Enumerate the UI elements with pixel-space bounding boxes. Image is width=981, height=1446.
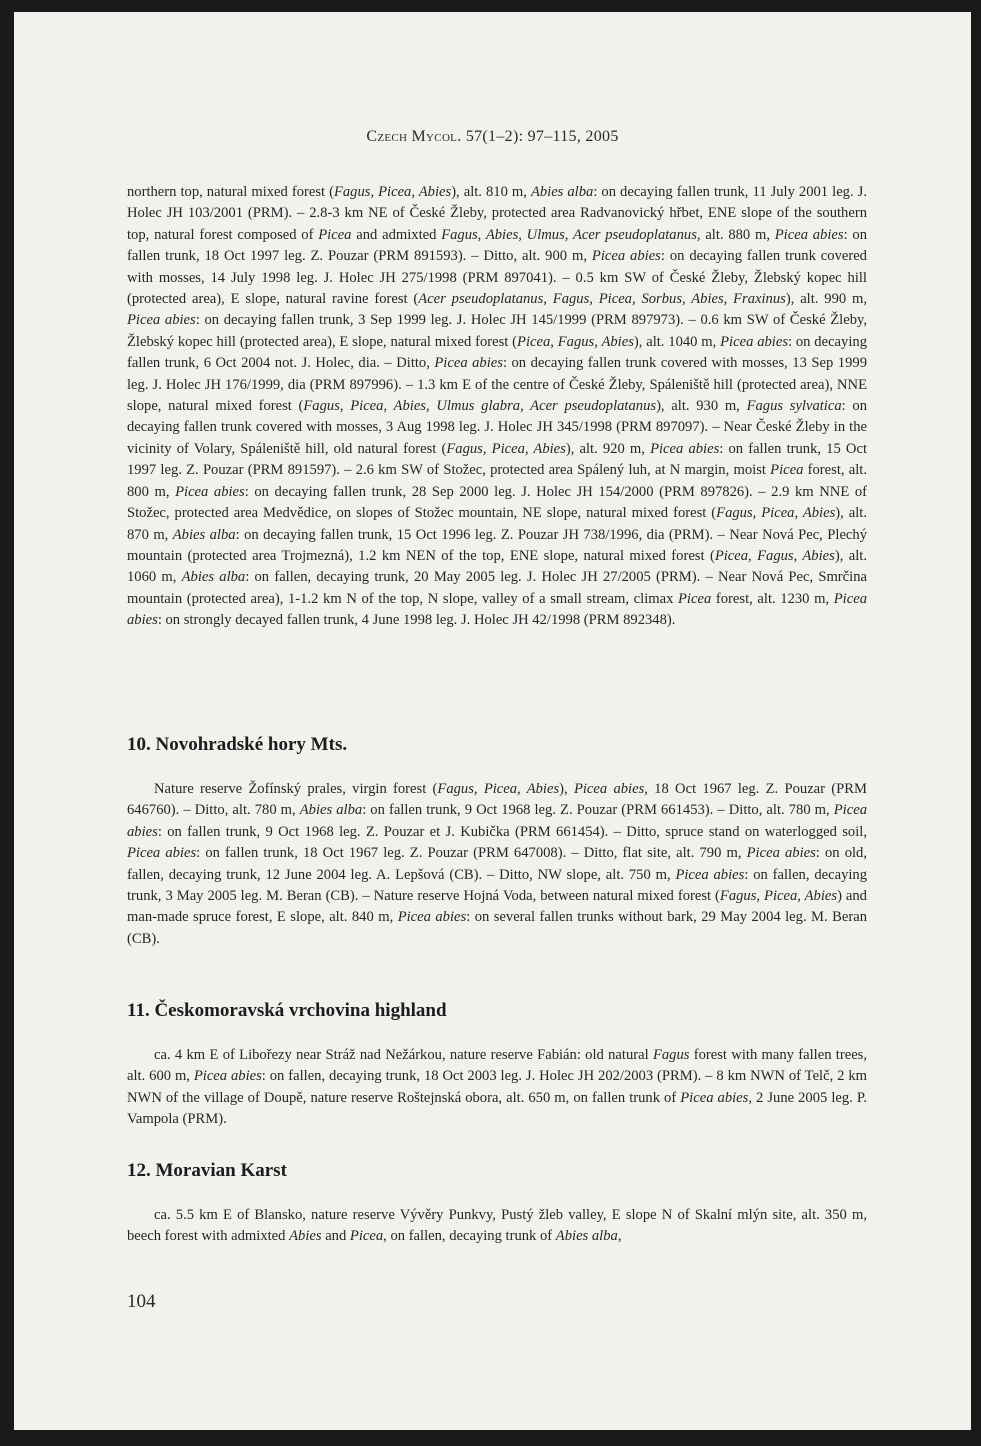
taxon-name: Fagus sylvatica <box>746 398 842 415</box>
taxon-name: Picea abies <box>127 802 867 840</box>
taxon-name: Picea <box>318 226 352 243</box>
taxon-name: Abies alba <box>530 184 594 200</box>
taxon-name: Abies <box>289 1228 322 1245</box>
taxon-name: Picea abies <box>127 590 867 629</box>
taxon-name: Picea abies <box>746 845 816 862</box>
section-11-text-block <box>127 1045 867 1131</box>
taxon-name: Abies alba <box>299 802 363 819</box>
body-paragraph: ca. 4 km E of Libořezy near Stráž nad Nežárkou, nature reserve Fabián: old natural Fagus forest with many fallen trees, alt. 600 m, Picea abies: on fallen, decaying trunk, 18 Oct 2003 leg. J. Holec JH 202/2003 (PRM). – 8 km NWN of Telč, 2 km NWN of the village of Doupě, nature reserve Roštejnská obora, alt. 650 m, on fallen trunk of Picea abies, 2 June 2005 leg. P. Vampola (PRM). <box>127 1047 868 1128</box>
section-heading: 12. Moravian Karst <box>127 1160 287 1181</box>
taxon-name: Picea abies <box>774 226 844 243</box>
taxon-name: Picea abies <box>434 355 503 372</box>
taxon-name: Picea <box>678 590 712 607</box>
document-page <box>14 12 971 1430</box>
taxon-name: Abies alba <box>555 1228 618 1245</box>
taxon-name: Acer pseudoplatanus, Fagus, Picea, Sorbus, Abies, Fraxinus <box>418 291 786 308</box>
taxon-name: Abies alba <box>172 526 236 543</box>
taxon-name: Picea abies <box>680 1089 749 1106</box>
taxon-name: Picea abies <box>193 1068 262 1085</box>
taxon-name: Picea <box>349 1228 384 1245</box>
body-paragraph: Nature reserve Žofínský prales, virgin forest (Fagus, Picea, Abies), Picea abies, 18 Oct 1967 leg. Z. Pouzar (PRM 646760). – Ditto, alt. 780 m, Abies alba: on fallen trunk, 9 Oct 1968 leg. Z. Pouzar (PRM 661453). – Ditto, alt. 780 m, Picea abies: on fallen trunk, 9 Oct 1968 leg. Z. Pouzar et J. Kubička (PRM 661454). – Ditto, spruce stand on waterlogged soil, Picea abies: on fallen trunk, 18 Oct 1967 leg. Z. Pouzar (PRM 647008). – Ditto, flat site, alt. 790 m, Picea abies: on old, fallen, decaying trunk, 12 June 2004 leg. A. Lepšová (CB). – Ditto, NW slope, alt. 750 m, Picea abies: on fallen, decaying trunk, 3 May 2005 leg. M. Beran (CB). – Nature reserve Hojná Voda, between natural mixed forest (Fagus, Picea, Abies) and man-made spruce forest, E slope, alt. 840 m, Picea abies: on several fallen trunks without bark, 29 May 2004 leg. M. Beran (CB). <box>127 781 868 947</box>
taxon-name: Fagus, Picea, Abies <box>437 781 560 797</box>
taxon-name: Picea abies <box>127 312 196 329</box>
taxon-name: Fagus, Picea, Abies <box>719 888 838 905</box>
taxon-name: Abies alba <box>181 569 246 586</box>
taxon-name: Fagus, Picea, Abies <box>446 440 566 457</box>
taxon-name: Picea abies <box>650 440 720 457</box>
intro-text-block <box>127 182 867 632</box>
taxon-name: Fagus, Picea, Abies <box>716 505 836 522</box>
journal-name: Czech Mycol. <box>366 128 462 145</box>
taxon-name: Picea abies <box>675 866 745 883</box>
taxon-name: Picea abies <box>573 781 645 797</box>
body-paragraph: ca. 5.5 km E of Blansko, nature reserve Vývěry Punkvy, Pustý žleb valley, E slope N of Skalní mlýn site, alt. 350 m, beech forest with admixted Abies and Picea, on fallen, decaying trunk of Abies alba, <box>127 1207 867 1245</box>
taxon-name: Picea abies <box>127 845 197 862</box>
taxon-name: Picea abies <box>720 333 788 350</box>
section-heading: 11. Českomoravská vrchovina highland <box>127 1000 447 1021</box>
taxon-name: Picea abies <box>397 909 467 926</box>
taxon-name: Fagus <box>652 1047 690 1063</box>
body-paragraph: northern top, natural mixed forest (Fagus, Picea, Abies), alt. 810 m, Abies alba: on decaying fallen trunk, 11 July 2001 leg. J. Holec JH 103/2001 (PRM). – 2.8-3 km NE of České Žleby, protected area Radvanovický hřbet, ENE slope of the southern top, natural forest composed of Picea and admixted Fagus, Abies, Ulmus, Acer pseudoplatanus, alt. 880 m, Picea abies: on fallen trunk, 18 Oct 1997 leg. Z. Pouzar (PRM 891593). – Ditto, alt. 900 m, Picea abies: on decaying fallen trunk covered with mosses, 14 July 1998 leg. J. Holec JH 275/1998 (PRM 897041). – 0.5 km SW of České Žleby, Žlebský kopec hill (protected area), E slope, natural ravine forest (Acer pseudoplatanus, Fagus, Picea, Sorbus, Abies, Fraxinus), alt. 990 m, Picea abies: on decaying fallen trunk, 3 Sep 1999 leg. J. Holec JH 145/1999 (PRM 897973). – 0.6 km SW of České Žleby, Žlebský kopec hill (protected area), E slope, natural mixed forest (Picea, Fagus, Abies), alt. 1040 m, Picea abies: on decaying fallen trunk, 6 Oct 2004 not. J. Holec, dia. – Ditto, Picea abies: on decaying fallen trunk covered with mosses, 13 Sep 1999 leg. J. Holec JH 176/1999, dia (PRM 897996). – 1.3 km E of the centre of České Žleby, Spáleniště hill (protected area), NNE slope, natural mixed forest (Fagus, Picea, Abies, Ulmus glabra, Acer pseudoplatanus), alt. 930 m, Fagus sylvatica: on decaying fallen trunk covered with mosses, 3 Aug 1998 leg. J. Holec JH 345/1998 (PRM 897097). – Near České Žleby in the vicinity of Volary, Spáleniště hill, old natural forest (Fagus, Picea, Abies), alt. 920 m, Picea abies: on fallen trunk, 15 Oct 1997 leg. Z. Pouzar (PRM 891597). – 2.6 km SW of Stožec, protected area Spálený luh, at N margin, moist Picea forest, alt. 800 m, Picea abies: on decaying fallen trunk, 28 Sep 2000 leg. J. Holec JH 154/2000 (PRM 897826). – 2.9 km NNE of Stožec, protected area Medvědice, on slopes of Stožec mountain, NE slope, natural mixed forest (Fagus, Picea, Abies), alt. 870 m, Abies alba: on decaying fallen trunk, 15 Oct 1996 leg. Z. Pouzar JH 738/1996, dia (PRM). – Near Nová Pec, Plechý mountain (protected area Trojmezná), 1.2 km NEN of the top, ENE slope, natural mixed forest (Picea, Fagus, Abies), alt. 1060 m, Abies alba: on fallen, decaying trunk, 20 May 2005 leg. J. Holec JH 27/2005 (PRM). – Near Nová Pec, Smrčina mountain (protected area), 1-1.2 km N of the top, N slope, valley of a small stream, climax Picea forest, alt. 1230 m, Picea abies: on strongly decayed fallen trunk, 4 June 1998 leg. J. Holec JH 42/1998 (PRM 892348). <box>127 184 868 629</box>
taxon-name: Fagus, Picea, Abies <box>333 184 452 200</box>
taxon-name: Picea abies <box>175 483 245 500</box>
section-10-text-block <box>127 779 867 950</box>
taxon-name: Fagus, Abies, Ulmus, Acer pseudoplatanus <box>441 226 697 243</box>
taxon-name: Picea, Fagus, Abies <box>517 333 634 350</box>
page-number: 104 <box>127 1291 156 1312</box>
journal-citation: 57(1–2): 97–115, 2005 <box>465 128 619 145</box>
taxon-name: Picea, Fagus, Abies <box>714 547 835 564</box>
taxon-name: Fagus, Picea, Abies, Ulmus glabra, Acer pseudoplatanus <box>303 398 657 415</box>
taxon-name: Picea abies <box>591 248 661 265</box>
section-heading: 10. Novohradské hory Mts. <box>127 734 348 755</box>
taxon-name: Picea <box>770 462 804 479</box>
section-12-text-block <box>127 1205 867 1248</box>
running-header <box>14 128 971 146</box>
